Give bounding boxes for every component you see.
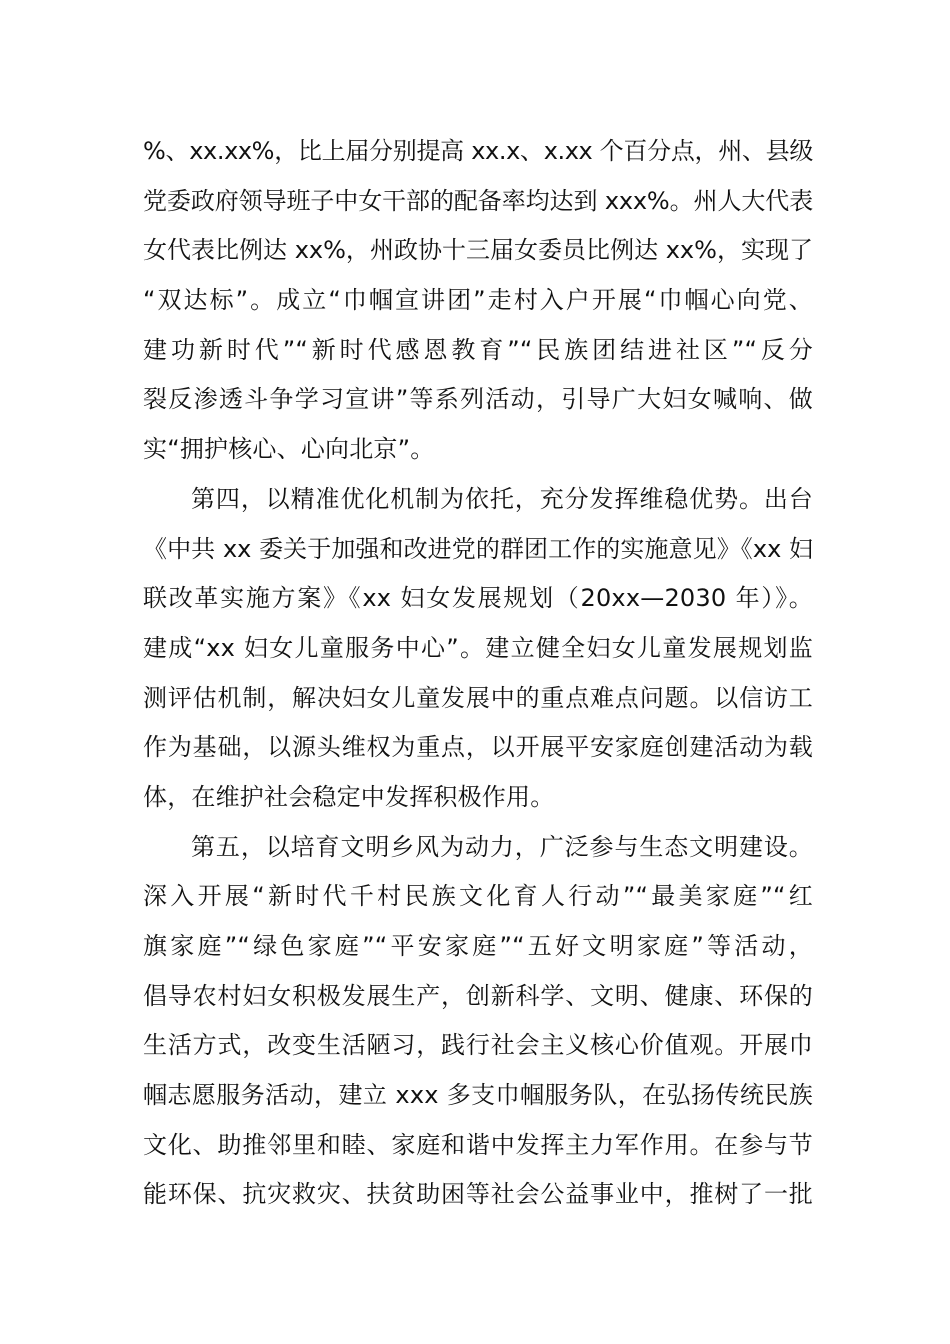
text-line-6: 裂反渗透斗争学习宣讲”等系列活动，引导广大妇女喊响、做 <box>143 385 813 414</box>
text-line-19: 生活方式，改变生活陋习，践行社会主义核心价值观。开展巾 <box>143 1031 813 1060</box>
body-text <box>143 127 813 1220</box>
text-line-17: 旗家庭”“绿色家庭”“平安家庭”“五好文明家庭”等活动， <box>143 932 813 960</box>
text-line-10: 联改革实施方案》《xx 妇女发展规划（20xx—2030 年）》。 <box>143 584 813 613</box>
text-line-3: 女代表比例达 xx%，州政协十三届女委员比例达 xx%，实现了 <box>143 236 813 265</box>
paragraph-5-first-line: 第五，以培育文明乡风为动力，广泛参与生态文明建设。 <box>191 832 813 861</box>
text-line-2: 党委政府领导班子中女干部的配备率均达到 xxx%。州人大代表 <box>143 186 813 215</box>
text-line-12: 测评估机制，解决妇女儿童发展中的重点难点问题。以信访工 <box>143 683 813 712</box>
text-line-18: 倡导农村妇女积极发展生产，创新科学、文明、健康、环保的 <box>143 981 813 1010</box>
text-line-5: 建功新时代”“新时代感恩教育”“民族团结进社区”“反分 <box>143 335 813 364</box>
text-line-7: 实“拥护核心、心向北京”。 <box>143 435 435 464</box>
text-line-11: 建成“xx 妇女儿童服务中心”。建立健全妇女儿童发展规划监 <box>143 633 813 662</box>
text-line-16: 深入开展“新时代千村民族文化育人行动”“最美家庭”“红 <box>143 882 813 911</box>
text-line-4: “双达标”。成立“巾帼宣讲团”走村入户开展“巾帼心向党、 <box>143 286 813 315</box>
text-line-13: 作为基础，以源头维权为重点，以开展平安家庭创建活动为载 <box>143 733 813 762</box>
text-line-20: 帼志愿服务活动，建立 xxx 多支巾帼服务队，在弘扬传统民族 <box>143 1081 813 1110</box>
text-line-22: 能环保、抗灾救灾、扶贫助困等社会公益事业中，推树了一批 <box>143 1180 813 1209</box>
text-line-14: 体，在维护社会稳定中发挥积极作用。 <box>143 782 555 811</box>
text-line-21: 文化、助推邻里和睦、家庭和谐中发挥主力军作用。在参与节 <box>143 1130 813 1159</box>
text-line-9: 《中共 xx 委关于加强和改进党的群团工作的实施意见》《xx 妇 <box>143 534 813 563</box>
text-line-1: %、xx.xx%，比上届分别提高 xx.x、x.xx 个百分点，州、县级 <box>143 137 813 165</box>
paragraph-4-first-line: 第四，以精准优化机制为依托，充分发挥维稳优势。出台 <box>191 484 813 513</box>
